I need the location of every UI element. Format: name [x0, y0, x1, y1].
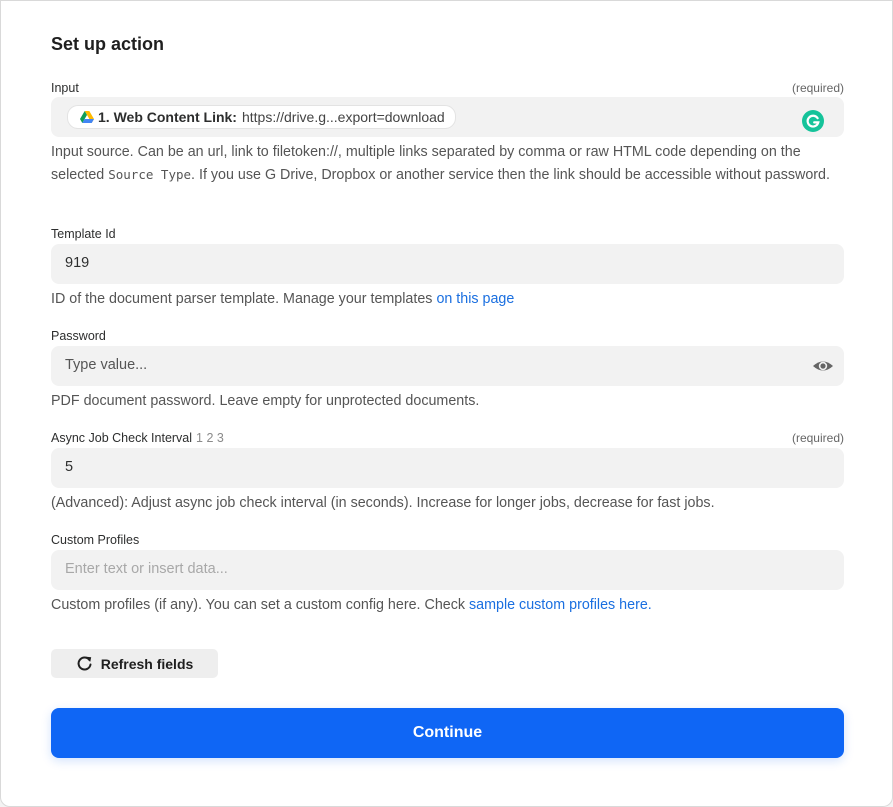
- password-field[interactable]: [51, 346, 844, 386]
- show-password-eye-icon[interactable]: [812, 356, 834, 376]
- page-title: Set up action: [51, 34, 165, 54]
- input-pill-key: 1. Web Content Link:: [98, 109, 237, 125]
- async-interval-label-row: [51, 431, 844, 447]
- input-pill-value: https://drive.g...export=download: [241, 109, 445, 125]
- google-drive-icon: [80, 111, 94, 123]
- password-label-row: [51, 329, 844, 345]
- password-label: Password: [51, 329, 106, 343]
- continue-button[interactable]: [51, 708, 844, 758]
- custom-profiles-help: Custom profiles (if any). You can set a custom config here. Check sample custom profiles here.: [51, 597, 652, 613]
- async-interval-value: 5: [65, 459, 74, 475]
- continue-label: Continue: [412, 724, 483, 741]
- async-interval-label: Async Job Check Interval 1 2 3: [51, 431, 224, 445]
- template-id-help: ID of the document parser template. Manage your templates on this page: [51, 291, 515, 307]
- input-help: Input source. Can be an url, link to filetoken://, multiple links separated by comma or raw HTML code depending on the selected Source Type. If you use G Drive, Dropbox or another service then the link should be accessible without password.: [51, 144, 830, 183]
- template-id-label-row: [51, 227, 844, 243]
- async-interval-help: (Advanced): Adjust async job check interval (in seconds). Increase for longer jobs, decrease for fast jobs.: [51, 495, 715, 511]
- input-data-pill[interactable]: [67, 105, 456, 129]
- input-field[interactable]: [51, 97, 844, 137]
- manage-templates-link[interactable]: on this page: [436, 291, 515, 307]
- input-label: Input: [51, 81, 79, 95]
- custom-profiles-field[interactable]: [51, 550, 844, 590]
- grammarly-icon[interactable]: [802, 110, 824, 132]
- refresh-fields-label: Refresh fields: [100, 655, 194, 672]
- template-id-field[interactable]: [51, 244, 844, 284]
- input-required: (required): [791, 81, 844, 95]
- custom-profiles-label-row: [51, 533, 844, 549]
- custom-profiles-label: Custom Profiles: [51, 533, 140, 547]
- async-interval-required: (required): [791, 431, 844, 445]
- template-id-label: Template Id: [51, 227, 116, 241]
- source-type-code: Source Type: [108, 166, 192, 182]
- password-help: PDF document password. Leave empty for unprotected documents.: [51, 393, 480, 409]
- password-placeholder: Type value...: [65, 357, 148, 373]
- async-interval-label-extra: 1 2 3: [196, 431, 224, 445]
- custom-profiles-placeholder: Enter text or insert data...: [65, 561, 228, 577]
- template-id-value: 919: [65, 255, 90, 271]
- input-label-row: [51, 81, 844, 97]
- refresh-fields-button[interactable]: [51, 649, 218, 678]
- sample-profiles-link[interactable]: sample custom profiles here.: [469, 597, 652, 613]
- async-interval-field[interactable]: [51, 448, 844, 488]
- refresh-icon: [76, 655, 93, 672]
